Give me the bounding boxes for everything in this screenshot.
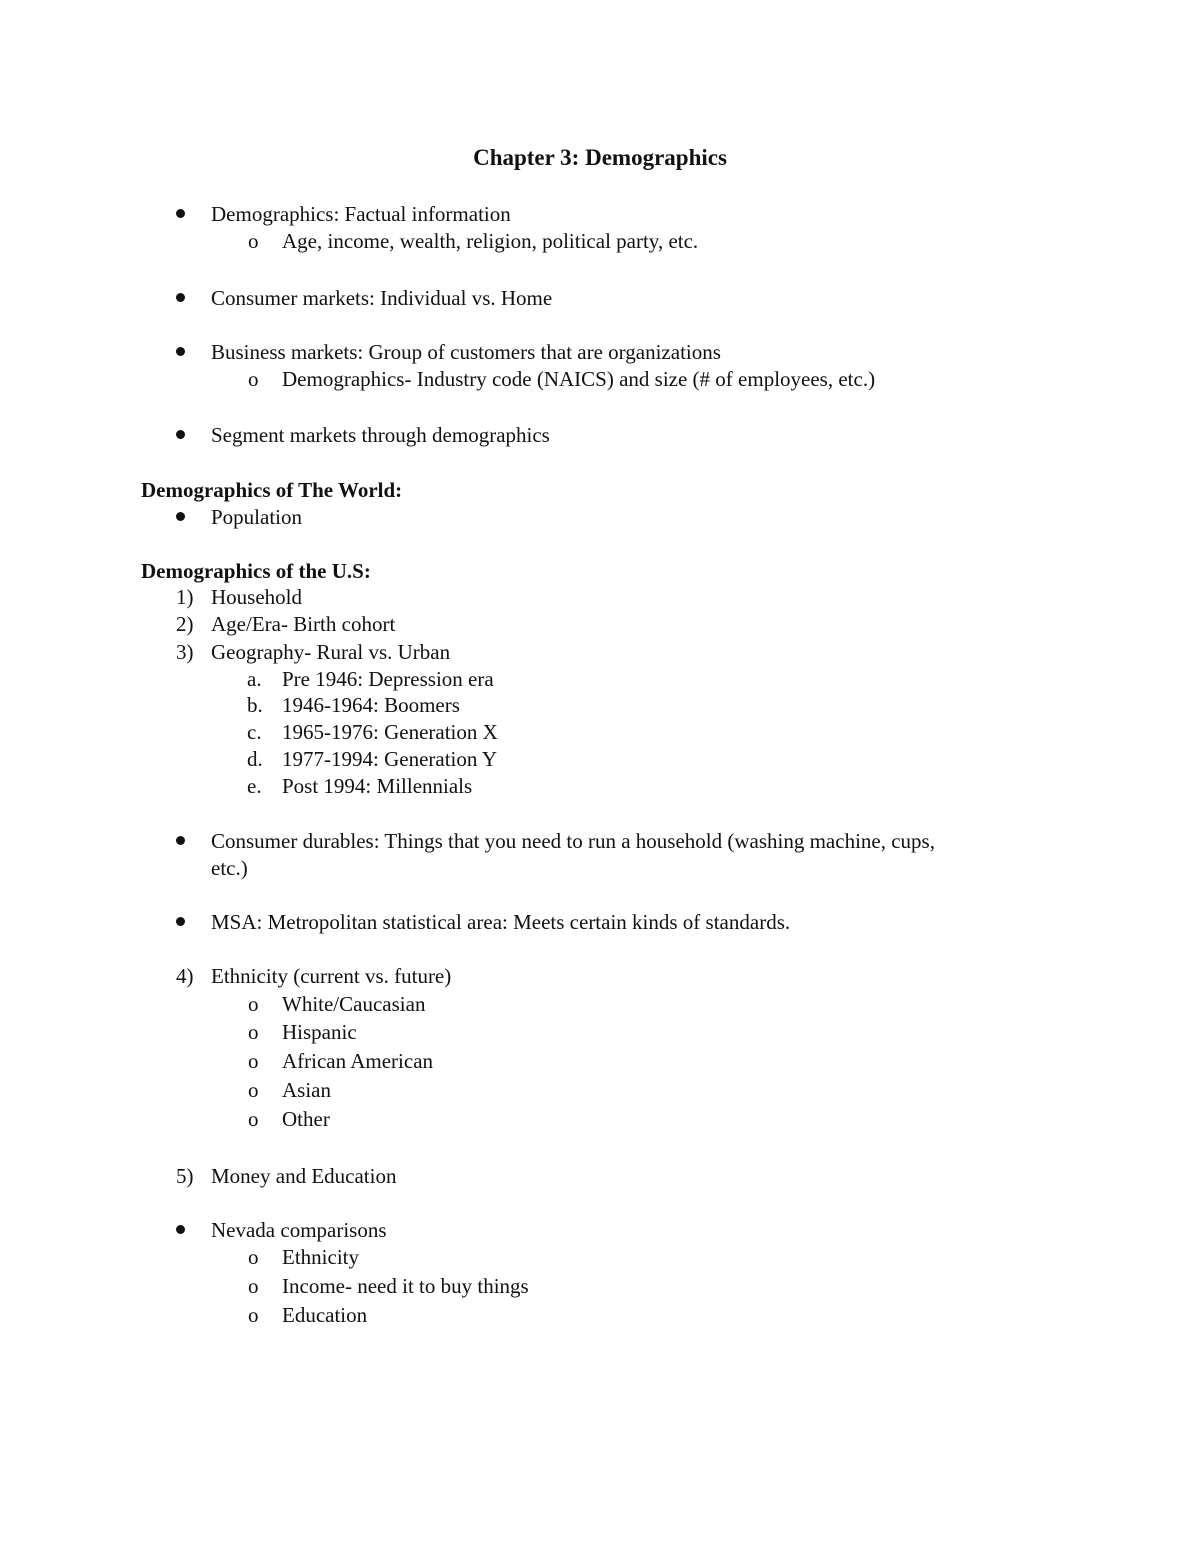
bullet-icon — [176, 512, 185, 521]
sub-bullet-text: Income- need it to buy things — [282, 1274, 529, 1298]
sub-bullet-text: African American — [282, 1049, 434, 1073]
list-number: 4) — [176, 964, 194, 988]
sub-bullet-text: Asian — [282, 1078, 331, 1102]
section-heading-world: Demographics of The World: — [141, 478, 403, 502]
lettered-item: 1946-1964: Boomers — [282, 693, 460, 717]
bullet-icon — [176, 347, 185, 356]
list-letter: c. — [247, 720, 262, 744]
list-number: 3) — [176, 640, 194, 664]
section-heading-us: Demographics of the U.S: — [141, 559, 371, 583]
bullet-text: Nevada comparisons — [211, 1218, 387, 1242]
list-letter: a. — [247, 667, 262, 691]
bullet-text: Business markets: Group of customers that are organizations — [211, 340, 721, 364]
numbered-item: Geography- Rural vs. Urban — [211, 640, 451, 664]
bullet-text: Consumer markets: Individual vs. Home — [211, 286, 553, 310]
list-number: 2) — [176, 612, 194, 636]
bullet-icon — [176, 430, 185, 439]
bullet-text: Population — [211, 505, 303, 529]
lettered-item: Pre 1946: Depression era — [282, 667, 494, 691]
sub-bullet-text: Age, income, wealth, religion, political party, etc. — [282, 229, 699, 253]
bullet-icon — [176, 917, 185, 926]
sub-bullet-text: White/Caucasian — [282, 992, 426, 1016]
numbered-item: Household — [211, 585, 302, 609]
numbered-item: Age/Era- Birth cohort — [211, 612, 396, 636]
list-number: 5) — [176, 1164, 194, 1188]
bullet-icon — [176, 836, 185, 845]
bullet-text: MSA: Metropolitan statistical area: Meets certain kinds of standards. — [211, 910, 791, 934]
bullet-text: Consumer durables: Things that you need to run a household (washing machine, cups, — [211, 829, 935, 853]
list-number: 1) — [176, 585, 194, 609]
sub-bullet-marker: o — [248, 1107, 259, 1131]
list-letter: e. — [247, 774, 262, 798]
lettered-item: 1965-1976: Generation X — [282, 720, 498, 744]
list-letter: b. — [247, 693, 263, 717]
sub-bullet-text: Other — [282, 1107, 330, 1131]
numbered-item: Ethnicity (current vs. future) — [211, 964, 452, 988]
lettered-item: 1977-1994: Generation Y — [282, 747, 498, 771]
lettered-item: Post 1994: Millennials — [282, 774, 473, 798]
bullet-icon — [176, 293, 185, 302]
sub-bullet-text: Education — [282, 1303, 368, 1327]
list-letter: d. — [247, 747, 263, 771]
sub-bullet-marker: o — [248, 1020, 259, 1044]
page-title: Chapter 3: Demographics — [473, 145, 727, 170]
sub-bullet-marker: o — [248, 992, 259, 1016]
bullet-text: Demographics: Factual information — [211, 202, 511, 226]
sub-bullet-text: Demographics- Industry code (NAICS) and size (# of employees, etc.) — [282, 367, 876, 391]
bullet-text: Segment markets through demographics — [211, 423, 550, 447]
sub-bullet-marker: o — [248, 1078, 259, 1102]
sub-bullet-marker: o — [248, 1274, 259, 1298]
sub-bullet-marker: o — [248, 1049, 259, 1073]
sub-bullet-marker: o — [248, 229, 259, 253]
bullet-icon — [176, 1225, 185, 1234]
sub-bullet-marker: o — [248, 367, 259, 391]
sub-bullet-marker: o — [248, 1303, 259, 1327]
bullet-text-continued: etc.) — [211, 856, 248, 880]
sub-bullet-text: Hispanic — [282, 1020, 357, 1044]
numbered-item: Money and Education — [211, 1164, 397, 1188]
bullet-icon — [176, 209, 185, 218]
sub-bullet-text: Ethnicity — [282, 1245, 359, 1269]
sub-bullet-marker: o — [248, 1245, 259, 1269]
